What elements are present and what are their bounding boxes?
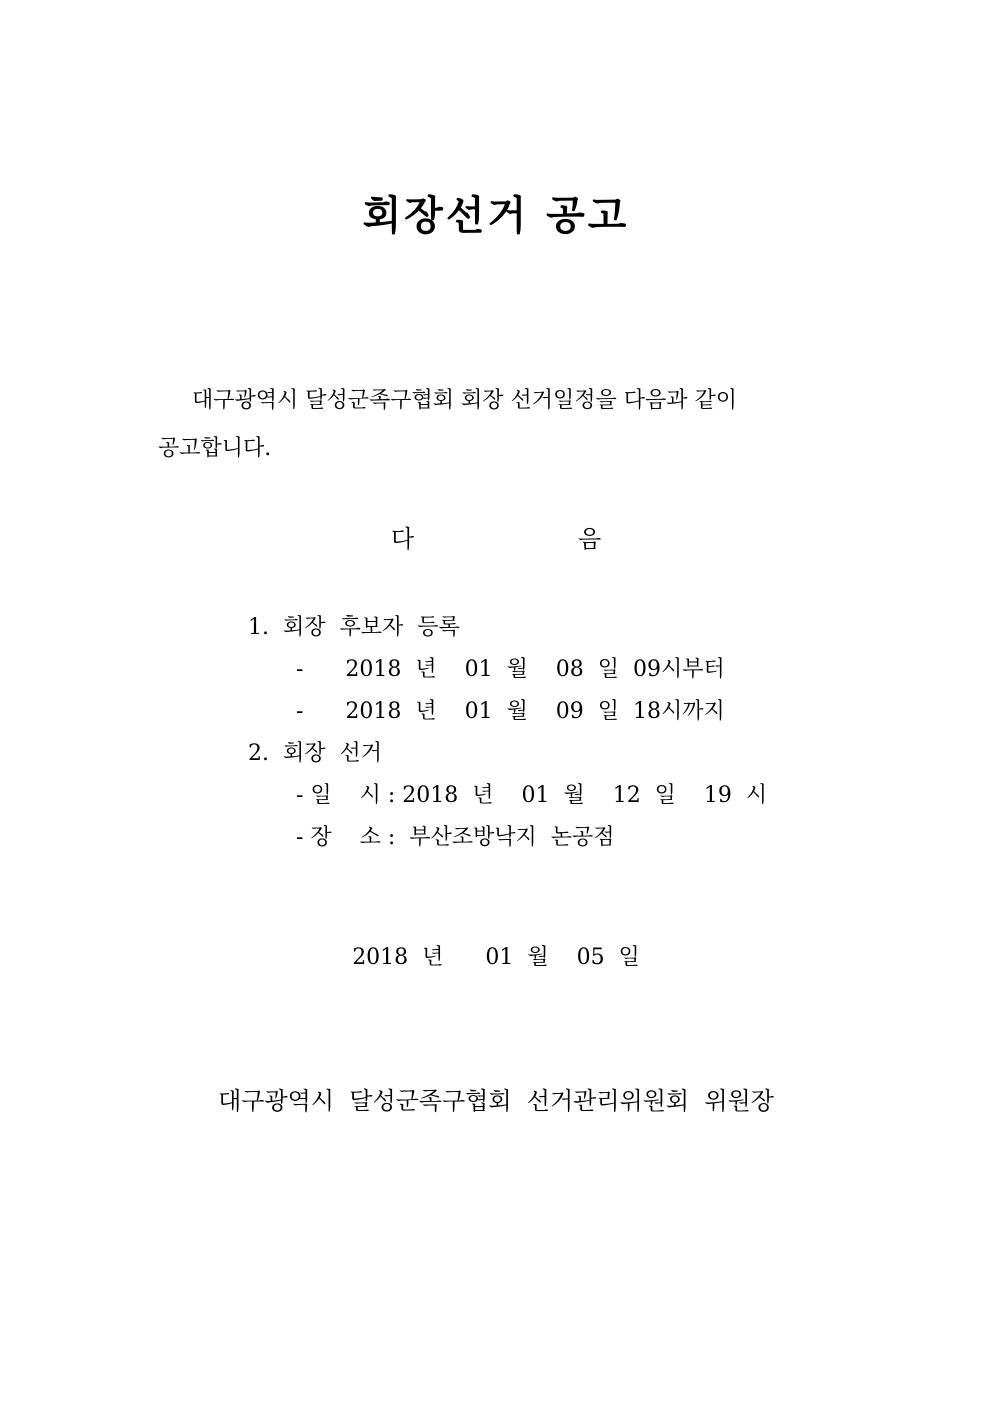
signature-line: 대구광역시 달성군족구협회 선거관리위원회 위원장 xyxy=(218,1087,774,1115)
section-1-title: 1. 회장 후보자 등록 xyxy=(248,615,460,640)
section-1-item: - 2018 년 01 월 08 일 09시부터 xyxy=(296,657,725,682)
page-title: 회장선거 공고 xyxy=(362,192,630,239)
section-2-item: - 장 소 : 부산조방낙지 논공점 xyxy=(296,825,615,850)
section-1-item: - 2018 년 01 월 09 일 18시까지 xyxy=(296,699,725,724)
heading-left: 다 xyxy=(391,525,415,553)
intro-line-2: 공고합니다. xyxy=(158,436,272,461)
heading-right: 음 xyxy=(578,525,602,553)
announcement-date: 2018 년 01 월 05 일 xyxy=(352,945,640,970)
section-2-item: - 일 시 : 2018 년 01 월 12 일 19 시 xyxy=(296,783,768,808)
section-2-title: 2. 회장 선거 xyxy=(248,741,382,766)
intro-line-1: 대구광역시 달성군족구협회 회장 선거일정을 다음과 같이 xyxy=(192,388,738,413)
